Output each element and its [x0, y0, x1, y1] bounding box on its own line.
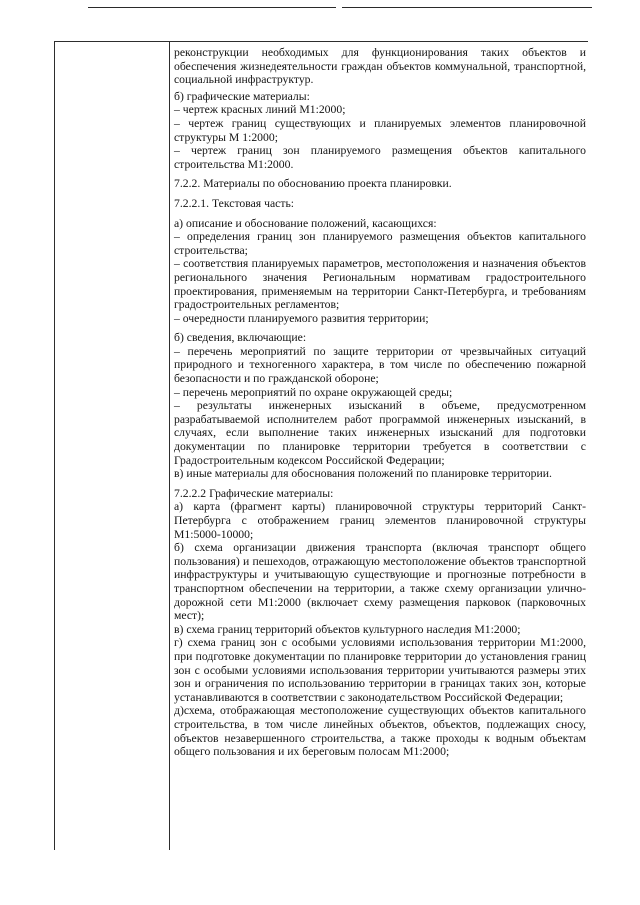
section-heading: 7.2.2.1. Текстовая часть:	[174, 196, 295, 210]
content-column	[174, 46, 586, 759]
list-item: – соответствия планируемых параметров, местоположения и назначения объектов регионального значения Региональным нормативам градостроительного проектирования, применяемым на территории Санкт-Петербурга, и требованиям градостроительных регламентов;	[174, 257, 586, 312]
column-divider	[169, 42, 170, 850]
list-item: в) иные материалы для обоснования положений по планировке территории.	[174, 467, 552, 481]
section-heading: 7.2.2.2 Графические материалы:	[174, 486, 334, 500]
paragraph: а) описание и обоснование положений, касающихся:	[174, 216, 437, 230]
list-item: в) схема границ территорий объектов культурного наследия М1:2000;	[174, 622, 521, 636]
document-table	[54, 41, 588, 850]
list-item: – определения границ зон планируемого размещения объектов капитального строительства;	[174, 230, 586, 257]
list-item: а) карта (фрагмент карты) планировочной структуры территорий Санкт-Петербурга с отображением границ элементов планировочной структуры М1:5000-10000;	[174, 500, 586, 541]
list-item: – результаты инженерных изысканий в объеме, предусмотренном разрабатываемой исполнителем работ программой инженерных изысканий, в случаях, если выполнение таких инженерных изысканий для подготовки документации по планировке территории требуется в соответствии с Градостроительным кодексом Российской Федерации;	[174, 399, 586, 467]
list-item: б) схема организации движения транспорта (включая транспорт общего пользования) и пешеходов, отражающую местоположение объектов транспортной инфраструктуры и учитывающую существующие и прогнозные потребности в транспортном обеспечении на территории, а также схему организации улично-дорожной сети М1:2000 (включает схему размещения парковок (парковочных мест);	[174, 541, 586, 623]
paragraph: б) сведения, включающие:	[174, 331, 307, 345]
list-item: – чертеж границ зон планируемого размещения объектов капитального строительства М1:2000.	[174, 144, 586, 171]
paragraph: реконструкции необходимых для функционирования таких объектов и обеспечения жизнедеятельности граждан объектов коммунальной, транспортной, социальной инфраструктур.	[174, 46, 586, 87]
list-item: – чертеж границ существующих и планируемых элементов планировочной структуры М 1:2000;	[174, 116, 586, 144]
list-item: д)схема, отображающая местоположение существующих объектов капитального строительства, в том числе линейных объектов, объектов, подлежащих сносу, объектов незавершенного строительства, а также проходы к водным объектам общего пользования и их береговым полосам М1:2000;	[174, 704, 586, 759]
list-item: г) схема границ зон с особыми условиями использования территории М1:2000, при подготовке документации по планировке территории до установления границ зон с особыми условиями использования территории учитываются размеры этих зон и ограничения по использованию территории в границах таких зон, которые устанавливаются в соответствии с законодательством Российской Федерации;	[174, 636, 586, 704]
list-item: – перечень мероприятий по охране окружающей среды;	[174, 385, 453, 399]
list-item: – перечень мероприятий по защите территории от чрезвычайных ситуаций природного и техногенного характера, в том числе по обеспечению пожарной безопасности и по гражданской обороне;	[174, 344, 586, 386]
list-item: – очередности планируемого развития территории;	[174, 311, 429, 325]
section-heading: 7.2.2. Материалы по обоснованию проекта планировки.	[174, 177, 452, 191]
paragraph: б) графические материалы:	[174, 89, 310, 103]
list-item: – чертеж красных линий М1:2000;	[174, 103, 346, 117]
header-rule	[0, 0, 640, 20]
